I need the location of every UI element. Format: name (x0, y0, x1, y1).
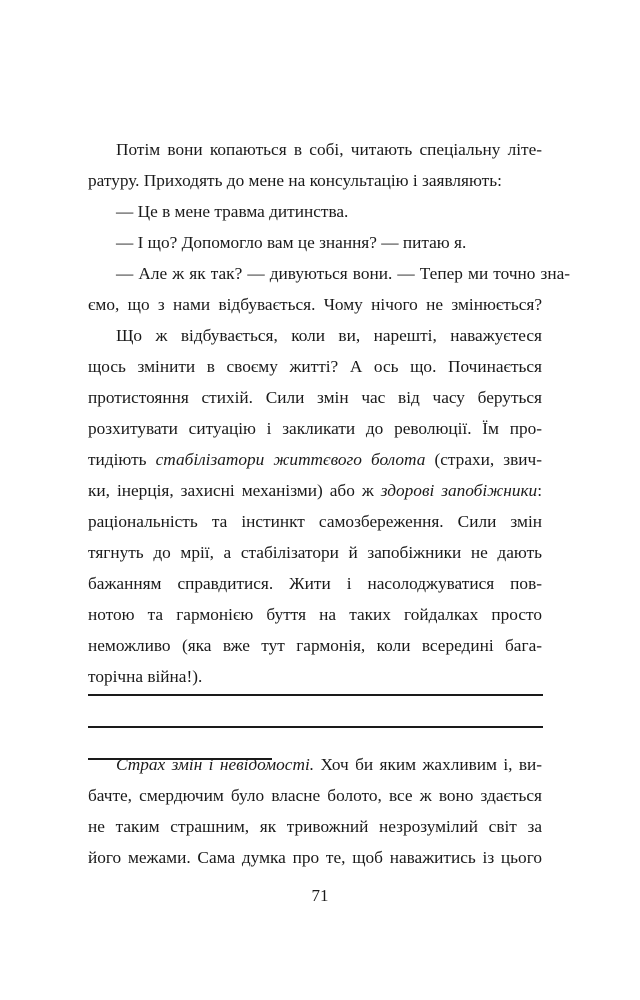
dialogue-line: — Це в мене травма дитинства. (116, 202, 349, 221)
paragraph-line: раціональність та інстинкт самозбереження. Сили змін (88, 512, 542, 531)
paragraph-line: Що ж відбувається, коли ви, нарешті, наважуєтеся (116, 326, 542, 345)
paragraph-line: нотою та гармонією буття на таких гойдалках просто (88, 605, 542, 624)
text-run: ки, інерція, захисні механізми) або ж (88, 481, 381, 500)
text-run: тидіють (88, 450, 156, 469)
paragraph-line: не таким страшним, як тривожний незрозумілий світ за (88, 817, 542, 836)
paragraph-line: розхитувати ситуацію і закликати до революції. Їм про- (88, 419, 542, 438)
paragraph-line: ратуру. Приходять до мене на консультацію і заявляють: (88, 171, 502, 190)
paragraph-line: неможливо (яка вже тут гармонія, коли всередині бага- (88, 636, 542, 655)
paragraph-line (88, 750, 542, 780)
text-run: (страхи, звич- (425, 450, 542, 469)
paragraph-line (88, 476, 542, 506)
dialogue-line: ємо, що з нами відбувається. Чому нічого не змінюється? (88, 295, 542, 314)
highlight-line (88, 696, 543, 722)
paragraph-line: торічна війна!). (88, 667, 203, 686)
italic-term: Страх змін і невідомості. (116, 755, 315, 774)
paragraph-line: тягнуть до мрії, а стабілізатори й запобіжники не дають (88, 543, 542, 562)
paragraph-line: щось змінити в своєму житті? А ось що. Починається (88, 357, 542, 376)
dialogue-line: — Але ж як так? — дивуються вони. — Тепер ми точно зна- (116, 264, 570, 283)
paragraph-line (88, 445, 542, 475)
text-run: Хоч би яким жахливим і, ви- (314, 755, 542, 774)
italic-term: здорові запобіжники (380, 481, 538, 500)
paragraph-line: Потім вони копаються в собі, читають спеціальну літе- (116, 140, 542, 159)
paragraph-line: протистояння стихій. Сили змін час від часу беруться (88, 388, 542, 407)
paragraph-line: його межами. Сама думка про те, щоб наважитись із цього (88, 848, 542, 867)
highlight-line (88, 664, 543, 690)
paragraph-line: бачте, смердючим було власне болото, все ж воно здається (88, 786, 542, 805)
page-number: 71 (311, 886, 329, 905)
paragraph-line: бажанням справдитися. Жити і насолоджуватися пов- (88, 574, 542, 593)
italic-term: стабілізатори життєвого болота (155, 450, 426, 469)
text-run: : (537, 481, 542, 500)
dialogue-line: — І що? Допомогло вам це знання? — питаю я. (116, 233, 467, 252)
